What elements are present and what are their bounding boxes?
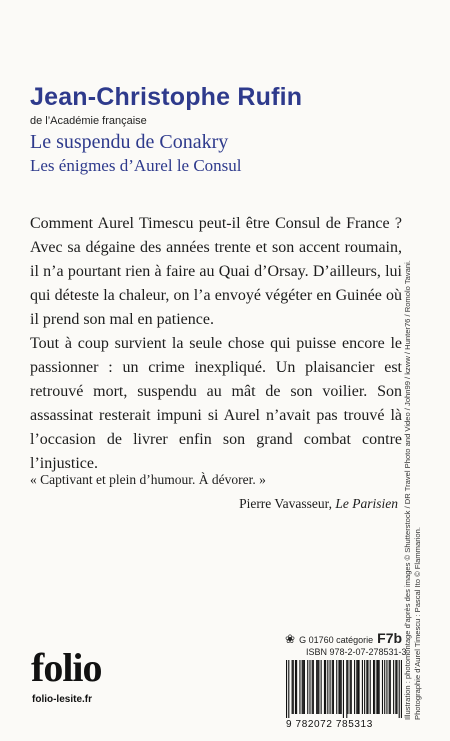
book-title: Le suspendu de Conakry xyxy=(30,131,229,153)
barcode-bar xyxy=(338,660,339,714)
barcode-bar xyxy=(377,660,378,714)
image-credits xyxy=(403,260,443,720)
publisher-logo: folio xyxy=(31,645,102,690)
barcode-bar xyxy=(296,660,297,714)
barcode-bar xyxy=(393,660,394,714)
barcode-bar xyxy=(373,660,374,714)
barcode-bar xyxy=(401,660,402,718)
barcode-bar xyxy=(303,660,304,714)
blurb-paragraph-1: Comment Aurel Timescu peut-il être Consul de France ? Avec sa dégaine des années trente et son accent roumain, il n’a pourtant rien à faire au Quai d’Orsay. D’ailleurs, lui qui déteste la chaleur, on l’a envoyé végéter en Guinée où il prend son mal en patience. xyxy=(30,215,402,328)
barcode-bar xyxy=(354,660,355,714)
credits-line-2: Photographie d’Aurel Timescu : Pascal Ito © Flammarion. xyxy=(413,527,422,720)
catalog-glyph-icon: ❀ xyxy=(285,632,296,646)
barcode-bar xyxy=(386,660,387,714)
barcode-bar xyxy=(321,660,322,714)
barcode-bar xyxy=(359,660,360,714)
barcode-bar xyxy=(382,660,383,714)
review-critic: Pierre Vavasseur, xyxy=(239,496,332,511)
barcode xyxy=(286,660,402,718)
barcode-bar xyxy=(395,660,396,714)
barcode-digits: 9 782072 785313 xyxy=(286,719,373,730)
barcode-bar xyxy=(293,660,294,714)
barcode-bar xyxy=(376,660,377,714)
barcode-bar xyxy=(351,660,352,714)
barcode-bar xyxy=(307,660,308,714)
barcode-bar xyxy=(399,660,400,718)
catalog-code: G 01760 xyxy=(299,635,334,645)
category-label: catégorie xyxy=(336,635,374,645)
barcode-bar xyxy=(318,660,319,714)
barcode-bar xyxy=(286,660,287,718)
barcode-bar xyxy=(362,660,363,714)
barcode-bar xyxy=(292,660,293,714)
barcode-bar xyxy=(332,660,333,714)
barcode-bar xyxy=(304,660,305,714)
barcode-bar xyxy=(340,660,341,714)
barcode-bar xyxy=(330,660,331,714)
author-name: Jean-Christophe Rufin xyxy=(30,83,303,111)
barcode-bar xyxy=(288,660,289,718)
publisher-site: folio-lesite.fr xyxy=(32,694,93,705)
review-quote: « Captivant et plein d’humour. À dévorer. » xyxy=(30,472,266,487)
barcode-bar xyxy=(370,660,371,714)
barcode-bar xyxy=(313,660,314,714)
barcode-bar xyxy=(317,660,318,714)
barcode-bar xyxy=(347,660,348,714)
barcode-bar xyxy=(312,660,313,714)
blurb-paragraph-2: Tout à coup survient la seule chose qui puisse encore le passionner : un crime inexpliqué. Un plaisancier est retrouvé mort, suspendu au mât de son voilier. Son assassinat resterait impuni si Aurel n’avait pas trouvé là l’occasion de livrer enfin son grand combat contre l’injustice. xyxy=(30,335,402,472)
blurb xyxy=(30,212,402,476)
barcode-bar xyxy=(325,660,326,714)
barcode-bar xyxy=(367,660,368,714)
barcode-bar xyxy=(396,660,397,714)
barcode-bar xyxy=(364,660,365,714)
barcode-bar xyxy=(299,660,300,714)
isbn: ISBN 978-2-07-278531-3 xyxy=(306,647,407,657)
barcode-bar xyxy=(336,660,337,714)
barcode-bar xyxy=(389,660,390,714)
barcode-bar xyxy=(356,660,357,714)
review-source: Le Parisien xyxy=(335,496,398,511)
barcode-bar xyxy=(357,660,358,714)
barcode-bar xyxy=(333,660,334,714)
barcode-bar xyxy=(374,660,375,714)
barcode-bar xyxy=(316,660,317,714)
catalog-line xyxy=(285,630,402,646)
book-subtitle: Les énigmes d’Aurel le Consul xyxy=(30,156,242,175)
barcode-bar xyxy=(295,660,296,714)
barcode-graphic xyxy=(286,660,402,718)
barcode-bar xyxy=(384,660,385,714)
credits-line-1: Illustration : photomontage d’après des images © Shutterstock / DR Travel Photo and Video / John99 / kzww / Hunter76 / Romolo Tavani. xyxy=(403,260,412,720)
barcode-bar xyxy=(390,660,391,714)
barcode-bar xyxy=(346,660,347,718)
author-affiliation: de l’Académie française xyxy=(30,115,147,127)
barcode-bar xyxy=(341,660,342,714)
barcode-bar xyxy=(309,660,310,714)
barcode-bar xyxy=(327,660,328,714)
barcode-bar xyxy=(324,660,325,714)
barcode-bar xyxy=(366,660,367,714)
barcode-bar xyxy=(379,660,380,714)
review-attribution xyxy=(239,496,398,512)
barcode-bar xyxy=(343,660,344,718)
barcode-bar xyxy=(302,660,303,714)
barcode-bar xyxy=(350,660,351,714)
category-code: F7b xyxy=(377,630,403,646)
